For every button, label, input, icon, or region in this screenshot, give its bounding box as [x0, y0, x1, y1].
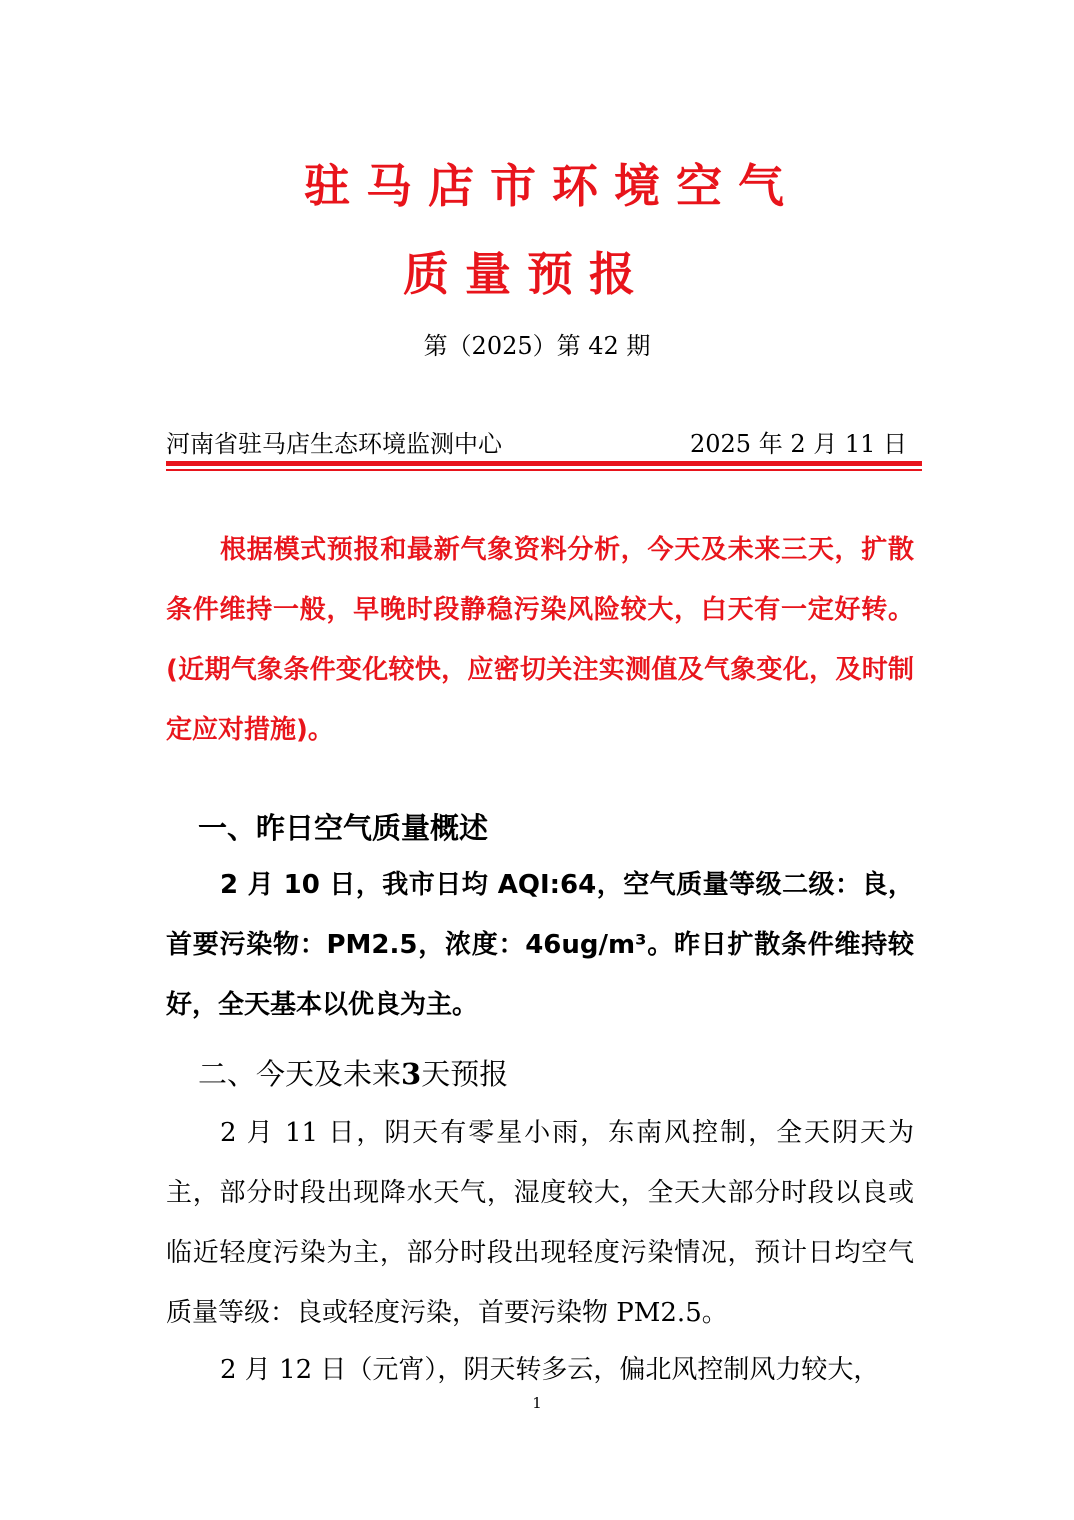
- section2-paragraph-2: 2 月 12 日（元宵），阴天转多云，偏北风控制风力较大，: [220, 1355, 880, 1385]
- section2-heading-number: 3: [401, 1057, 422, 1091]
- section1-body: 2 月 10 日，我市日均 AQI:64，空气质量等级二级：良，首要污染物：PM2.5，浓度：46ug/m³。昨日扩散条件维持较好，全天基本以优良为主。: [166, 870, 914, 1020]
- forecast-summary: 根据模式预报和最新气象资料分析，今天及未来三天，扩散条件维持一般，早晚时段静稳污染风险较大，白天有一定好转。(近期气象条件变化较快，应密切关注实测值及气象变化，及时制定应对措施)。: [166, 535, 914, 745]
- page-number: 1: [532, 1394, 542, 1412]
- document-title-line1: 驻马店市环境空气: [304, 159, 800, 213]
- document-title-line2: 质量预报: [403, 247, 651, 301]
- section2-heading-prefix: 二、今天及未来: [198, 1057, 402, 1091]
- issue-number: 第（2025）第 42 期: [423, 332, 651, 360]
- section2-heading-suffix: 天预报: [421, 1057, 509, 1091]
- section1-heading: 一、昨日空气质量概述: [198, 811, 489, 845]
- section2-heading: [198, 1052, 508, 1093]
- section2-paragraph-1: 2 月 11 日，阴天有零星小雨，东南风控制，全天阴天为主，部分时段出现降水天气，湿度较大，全天大部分时段以良或临近轻度污染为主，部分时段出现轻度污染情况，预计日均空气质量等级：良或轻度污染，首要污染物 PM2.5。: [166, 1118, 914, 1328]
- issuing-organization: 河南省驻马店生态环境监测中心: [166, 430, 502, 458]
- issue-date: 2025 年 2 月 11 日: [690, 430, 908, 458]
- header-divider-thick: [166, 461, 922, 466]
- header-divider-thin: [166, 469, 922, 471]
